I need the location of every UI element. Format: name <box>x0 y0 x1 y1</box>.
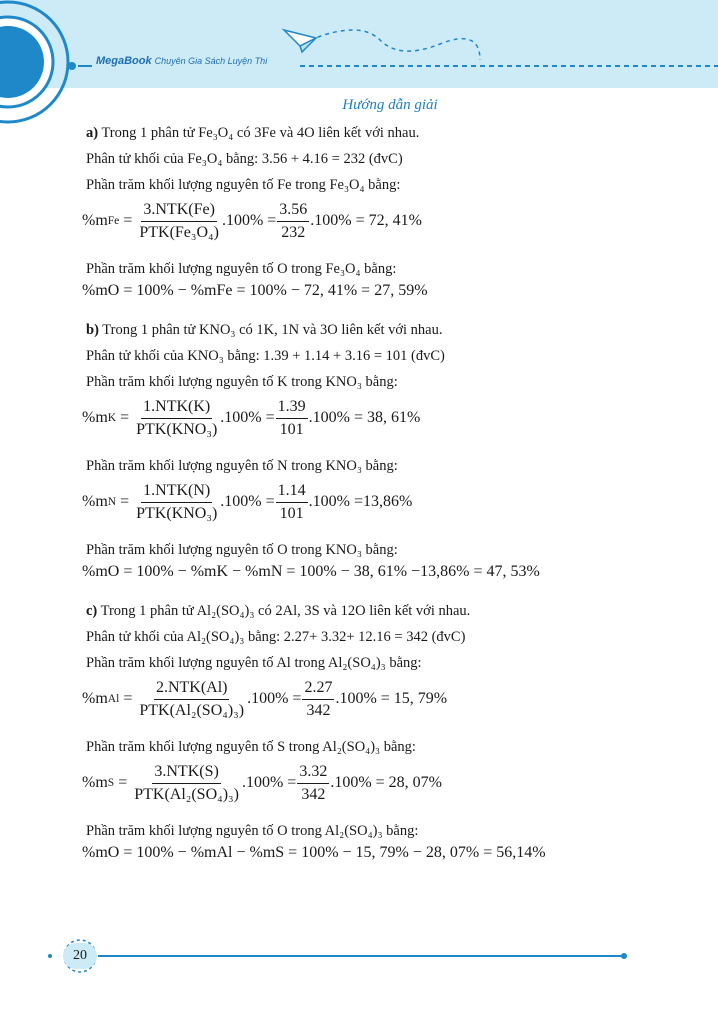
part-b-intro-text: Trong 1 phân tử KNO₃ có 1K, 1N và 3O liên kết với nhau. <box>98 322 443 338</box>
part-a-o-heading: Phần trăm khối lượng nguyên tố O trong Fe₃O₄ bằng: <box>86 261 397 277</box>
section-title: Hướng dẫn giải <box>342 97 438 113</box>
result: .100% =13,86% <box>308 493 413 510</box>
fraction <box>302 678 334 721</box>
denominator: PTK(Al₂(SO₄)₃) <box>139 701 245 719</box>
numerator: 2.27 <box>302 678 334 700</box>
fraction <box>277 200 309 243</box>
part-b-intro <box>86 321 686 340</box>
part-c-al-formula: %m Al = $\frac{\text{2.NTK(Al)}}{\text{PTK(Al₂(SO₄)₃)}}$ .100% = $\frac{2.27}{342}$ .100% = 15, 79% <box>82 678 448 719</box>
denominator: 342 <box>306 701 331 719</box>
result: .100% = 15, 79% <box>335 690 448 707</box>
numerator: 1.14 <box>276 481 308 503</box>
part-c-s-formula: %m S = $\frac{\text{3.NTK(S)}}{\text{PTK(Al₂(SO₄)₃)}}$ .100% = $\frac{3.32}{342}$ .100% = 28, 07% <box>82 762 442 803</box>
part-b-k-formula: %m K = $\frac{\text{1.NTK(K)}}{\text{PTK(KNO₃)}}$ .100% = $\frac{1.39}{101}$ .100% = 38, 61% <box>82 397 421 438</box>
lhs: %m <box>82 690 108 707</box>
part-b-o-heading: Phần trăm khối lượng nguyên tố O trong KNO₃ bằng: <box>86 542 398 558</box>
header-decoration <box>0 0 718 140</box>
fraction <box>137 678 246 721</box>
part-a-fe-formula: %m Fe = $\frac{\text{3.NTK(Fe)}}{\text{PTK(Fe₃O₄)}}$ .100% = $\frac{3.56}{232}$ .100% = 72, 41% <box>82 200 422 241</box>
mid-text: .100% = <box>247 690 302 707</box>
denominator: PTK(KNO₃) <box>136 504 218 522</box>
paper-plane-icon <box>284 30 316 52</box>
denominator: PTK(KNO₃) <box>136 420 218 438</box>
brand-logo <box>96 55 267 67</box>
numerator: 3.56 <box>277 200 309 222</box>
part-a-molar: Phân tử khối của Fe₃O₄ bằng: 3.56 + 4.16 = 232 (đvC) <box>86 151 403 167</box>
numerator: 1.NTK(K) <box>141 397 212 419</box>
part-b-k-heading: Phần trăm khối lượng nguyên tố K trong KNO₃ bằng: <box>86 374 398 390</box>
mid-text: .100% = <box>220 493 275 510</box>
part-a-intro <box>86 124 686 143</box>
numerator: 3.NTK(S) <box>152 762 220 784</box>
part-b-n-formula: %m N = $\frac{\text{1.NTK(N)}}{\text{PTK(KNO₃)}}$ .100% = $\frac{1.14}{101}$ .100% =13,86% <box>82 481 413 522</box>
result: .100% = 28, 07% <box>330 774 442 791</box>
part-a-o-formula: %mO = 100% − %mFe = 100% − 72, 41% = 27, 59% <box>82 282 428 299</box>
lhs: %m <box>82 409 108 426</box>
lhs-sub: N <box>107 496 117 508</box>
lhs: %m <box>82 493 108 510</box>
numerator: 3.32 <box>297 762 329 784</box>
part-b-n-heading: Phần trăm khối lượng nguyên tố N trong KNO₃ bằng: <box>86 458 398 474</box>
numerator: 1.39 <box>276 397 308 419</box>
numerator: 1.NTK(N) <box>141 481 212 503</box>
denominator: 101 <box>279 504 304 522</box>
lhs: %m <box>82 212 108 229</box>
denominator: 342 <box>301 785 326 803</box>
part-c-label: c) <box>86 603 98 619</box>
result: .100% = 72, 41% <box>310 212 422 229</box>
fraction <box>137 200 221 243</box>
lhs-sub: Al <box>107 693 120 705</box>
numerator: 2.NTK(Al) <box>154 678 230 700</box>
part-b-molar: Phân tử khối của KNO₃ bằng: 1.39 + 1.14 + 3.16 = 101 (đvC) <box>86 348 445 364</box>
lhs-sub: K <box>107 412 117 424</box>
fraction <box>276 481 308 524</box>
fraction <box>134 397 219 440</box>
part-c-intro-text: Trong 1 phân tử Al₂(SO₄)₃ có 2Al, 3S và 12O liên kết với nhau. <box>97 603 471 619</box>
part-b-o-formula: %mO = 100% − %mK − %mN = 100% − 38, 61% −13,86% = 47, 53% <box>82 563 540 580</box>
fraction <box>297 762 329 805</box>
denominator: 232 <box>281 223 306 241</box>
brand-tagline: Chuyên Gia Sách Luyện Thi <box>154 56 268 66</box>
mid-text: .100% = <box>241 774 297 791</box>
fraction <box>134 481 219 524</box>
part-c-o-heading: Phần trăm khối lượng nguyên tố O trong Al₂(SO₄)₃ bằng: <box>86 823 419 839</box>
numerator: 3.NTK(Fe) <box>141 200 217 222</box>
denominator: PTK(Al₂(SO₄)₃) <box>134 785 239 803</box>
part-a-fe-heading: Phần trăm khối lượng nguyên tố Fe trong Fe₃O₄ bằng: <box>86 177 401 193</box>
mid-text: .100% = <box>221 212 277 229</box>
solution-content <box>82 124 686 865</box>
lhs-sub: Fe <box>107 215 120 227</box>
part-a-label: a) <box>86 125 99 141</box>
lhs: %m <box>82 774 108 791</box>
part-c-intro <box>86 602 686 621</box>
part-c-s-heading: Phần trăm khối lượng nguyên tố S trong Al₂(SO₄)₃ bằng: <box>86 739 416 755</box>
fraction <box>276 397 308 440</box>
part-c-al-heading: Phần trăm khối lượng nguyên tố Al trong Al₂(SO₄)₃ bằng: <box>86 655 422 671</box>
denominator: PTK(Fe₃O₄) <box>139 223 219 241</box>
part-b-label: b) <box>86 322 99 338</box>
fraction <box>132 762 241 805</box>
denominator: 101 <box>279 420 304 438</box>
header-dot <box>68 62 76 70</box>
result: .100% = 38, 61% <box>308 409 421 426</box>
lhs-sub: S <box>107 777 115 789</box>
part-c-molar: Phân tử khối của Al₂(SO₄)₃ bằng: 2.27+ 3.32+ 12.16 = 342 (đvC) <box>86 629 466 645</box>
brand-name: MegaBook <box>96 55 152 67</box>
part-a-intro-text: Trong 1 phân tử Fe₃O₄ có 3Fe và 4O liên kết với nhau. <box>98 125 420 141</box>
part-c-o-formula: %mO = 100% − %mAl − %mS = 100% − 15, 79% − 28, 07% = 56,14% <box>82 844 546 861</box>
page-number: 20 <box>73 948 87 963</box>
footer-decoration <box>0 932 718 982</box>
mid-text: .100% = <box>220 409 275 426</box>
